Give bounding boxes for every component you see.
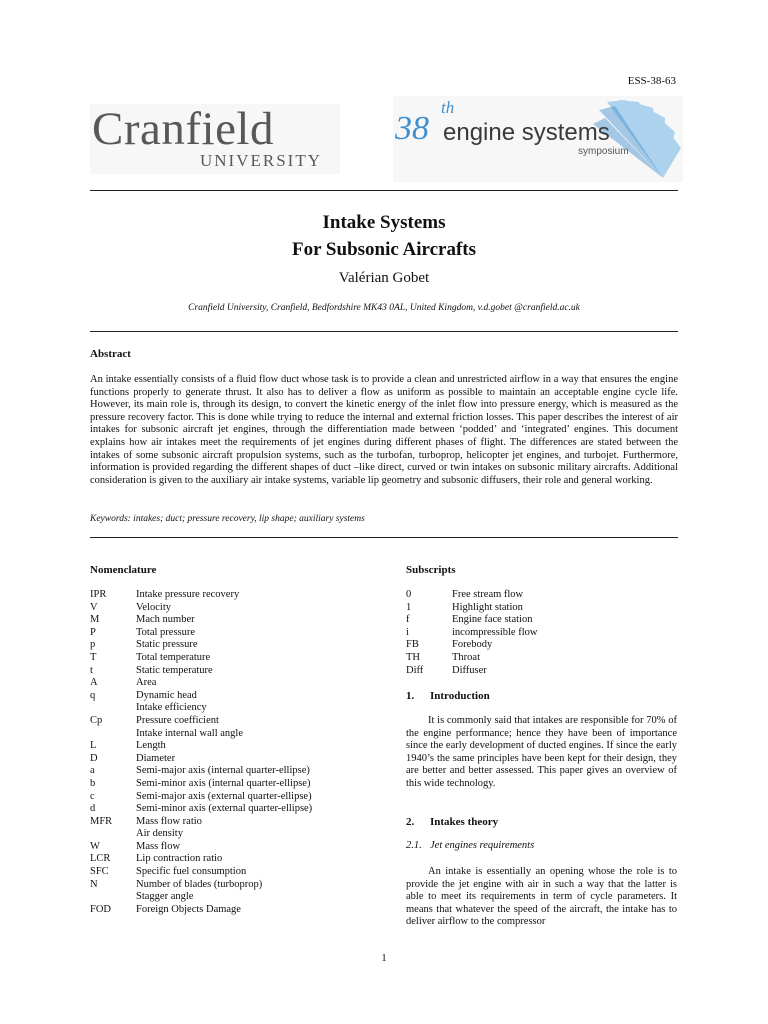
symbol xyxy=(90,728,136,741)
definition: Highlight station xyxy=(452,601,523,613)
definition: Static pressure xyxy=(136,639,198,651)
nomenclature-entry xyxy=(90,614,312,627)
keywords: Keywords: intakes; duct; pressure recovery, lip shape; auxiliary systems xyxy=(90,514,365,524)
symbol: T xyxy=(90,651,97,663)
definition: Intake efficiency xyxy=(136,702,207,714)
symbol: D xyxy=(90,752,98,764)
subscript-entry xyxy=(406,602,537,615)
cranfield-logo-text: Cranfield xyxy=(92,103,274,155)
subscript-entry xyxy=(406,627,537,640)
nomenclature-entry xyxy=(90,589,312,602)
symbol: a xyxy=(90,765,95,777)
nomenclature-entry xyxy=(90,803,312,816)
definition: Number of blades (turboprop) xyxy=(136,878,263,890)
symbol: P xyxy=(90,626,96,638)
definition: Velocity xyxy=(136,601,171,613)
subscripts-list xyxy=(406,589,537,677)
abstract-heading: Abstract xyxy=(90,348,131,360)
definition: Diffuser xyxy=(452,664,487,676)
paper-id: ESS-38-63 xyxy=(627,75,676,87)
subscript-entry xyxy=(406,589,537,602)
definition: Semi-major axis (external quarter-ellipse) xyxy=(136,790,312,802)
definition: Area xyxy=(136,677,157,689)
definition: Engine face station xyxy=(452,614,533,626)
paper-title-line-2: For Subsonic Aircrafts xyxy=(291,239,477,260)
nomenclature-entry xyxy=(90,639,312,652)
symbol xyxy=(90,702,136,715)
definition: Dynamic head xyxy=(136,689,197,701)
definition: Foreign Objects Damage xyxy=(136,903,241,915)
symbol: t xyxy=(90,664,93,676)
abstract-divider xyxy=(90,537,678,538)
definition: Mass flow ratio xyxy=(136,815,202,827)
symposium-subtitle: symposium xyxy=(578,146,629,157)
nomenclature-entry xyxy=(90,866,312,879)
nomenclature-entry xyxy=(90,816,312,829)
symbol: A xyxy=(90,677,98,689)
subsection-title: Jet engines requirements xyxy=(430,840,535,851)
section-number: 1. xyxy=(406,690,415,702)
definition: Semi-minor axis (external quarter-ellipse) xyxy=(136,803,313,815)
symbol: SFC xyxy=(90,866,109,878)
subsection-number: 2.1. xyxy=(406,840,422,851)
definition: Free stream flow xyxy=(452,589,524,600)
nomenclature-entry xyxy=(90,853,312,866)
nomenclature-entry xyxy=(90,665,312,678)
symbol: N xyxy=(90,878,98,890)
symbol: p xyxy=(90,639,96,651)
section-2-1-body: An intake is essentially an opening whose the role is to provide the jet engine with air in such a way that the latter is able to meet its requirements in term of cycle parameters. It means that whatever the speed of the aircraft, the intake has to deliver airflow to the compressor xyxy=(406,866,677,928)
engine-systems-symposium-logo xyxy=(393,96,683,182)
section-title: Intakes theory xyxy=(430,816,499,828)
subsection-2-1-heading xyxy=(406,840,534,851)
symbol: Cp xyxy=(90,714,103,726)
nomenclature-entry xyxy=(90,690,312,703)
symbol: W xyxy=(90,840,100,852)
subscripts-heading: Subscripts xyxy=(406,564,456,576)
nomenclature-entry xyxy=(90,765,312,778)
nomenclature-entry xyxy=(90,828,312,841)
definition: Total pressure xyxy=(136,626,196,638)
nomenclature-entry xyxy=(90,652,312,665)
symbol: f xyxy=(406,614,410,626)
symbol: TH xyxy=(406,651,420,663)
definition: Static temperature xyxy=(136,664,213,676)
nomenclature-entry xyxy=(90,791,312,804)
section-title: Introduction xyxy=(430,690,490,702)
symbol: Diff xyxy=(406,664,424,676)
nomenclature-entry xyxy=(90,627,312,640)
symbol: FOD xyxy=(90,903,112,915)
symbol: MFR xyxy=(90,815,113,827)
definition: Air density xyxy=(136,828,183,840)
symbol: FB xyxy=(406,639,419,651)
section-2-heading xyxy=(406,816,498,828)
definition: Total temperature xyxy=(136,651,211,663)
symbol: d xyxy=(90,803,96,815)
page-number: 1 xyxy=(381,952,387,964)
nomenclature-entry xyxy=(90,753,312,766)
definition: Mass flow xyxy=(136,840,181,852)
nomenclature-list xyxy=(90,589,312,916)
author-name: Valérian Gobet xyxy=(338,270,430,286)
definition: Mach number xyxy=(136,614,195,626)
definition: incompressible flow xyxy=(452,626,538,638)
symbol: i xyxy=(406,626,409,638)
section-1-body: It is commonly said that intakes are responsible for 70% of the engine performance; hence they have been of importance since the early development of ducted engines. If since the early 1940’s the same principles have been kept for their design, they are better and better assessed. This paper gives an overview of this wide technology. xyxy=(406,715,677,789)
nomenclature-heading: Nomenclature xyxy=(90,564,157,576)
nomenclature-entry xyxy=(90,677,312,690)
symbol: c xyxy=(90,790,95,802)
symbol: IPR xyxy=(90,589,107,600)
author-affiliation: Cranfield University, Cranfield, Bedfordshire MK43 0AL, United Kingdom, v.d.gobet @cranfield.ac.uk xyxy=(188,303,580,313)
definition: Semi-minor axis (internal quarter-ellipse) xyxy=(136,777,311,789)
definition: Throat xyxy=(452,651,480,663)
abstract-body: An intake essentially consists of a fluid flow duct whose task is to provide a clean and unrestricted airflow in a way that ensures the engine functions properly to generate thrust. It also has to deliver a flow as uniform as possible to maintain an acceptable engine cycle life. However, its main role is, through its design, to convert the kinetic energy of the inlet flow into pressure energy, which is measured as the pressure recovery factor. This is done while trying to reduce the internal and external friction losses. This paper describes the interest of air intakes for subsonic aircraft jet engines, through the differentiation made between ‘podded’ and ‘integrated’ engines. This document explains how air intakes meet the requirements of jet engines during different phases of flight. The differences are stated between the intakes of some subsonic aircraft propulsion systems, such as the turbofan, turboprop, helicopter jet engines, and turbojet. Furthermore, information is provided regarding the different shapes of duct –like direct, curved or twin intakes on subsonic military aircrafts. Additional consideration is given to the auxiliary air intake systems, variable lip geometry and subsonic diffusers, their role and general working. xyxy=(90,374,678,486)
definition: Stagger angle xyxy=(136,891,194,903)
symbol: 1 xyxy=(406,601,412,613)
definition: Specific fuel consumption xyxy=(136,866,247,878)
nomenclature-entry xyxy=(90,879,312,892)
symbol: V xyxy=(90,601,98,613)
subscript-entry xyxy=(406,665,537,678)
definition: Pressure coefficient xyxy=(136,714,219,726)
symbol: M xyxy=(90,614,100,626)
nomenclature-entry xyxy=(90,841,312,854)
university-logo-text: UNIVERSITY xyxy=(200,151,322,170)
subscript-entry xyxy=(406,614,537,627)
definition: Length xyxy=(136,740,166,752)
nomenclature-entry xyxy=(90,702,312,715)
definition: Semi-major axis (internal quarter-ellipse) xyxy=(136,765,310,777)
nomenclature-entry xyxy=(90,715,312,728)
cranfield-university-logo xyxy=(90,104,340,174)
symposium-number: 38 xyxy=(395,110,429,147)
symbol xyxy=(90,828,136,841)
symposium-title: engine systems xyxy=(443,119,610,146)
section-1-heading xyxy=(406,690,490,702)
symbol: L xyxy=(90,740,97,752)
nomenclature-entry xyxy=(90,740,312,753)
symposium-number-suffix: th xyxy=(441,98,455,117)
title-divider xyxy=(90,331,678,332)
nomenclature-entry xyxy=(90,778,312,791)
definition: Intake pressure recovery xyxy=(136,589,240,600)
nomenclature-entry xyxy=(90,891,312,904)
symbol: q xyxy=(90,689,96,701)
definition: Diameter xyxy=(136,752,176,764)
symbol: b xyxy=(90,777,96,789)
definition: Lip contraction ratio xyxy=(136,853,223,865)
section-number: 2. xyxy=(406,816,415,828)
nomenclature-entry xyxy=(90,904,312,917)
paper-title-line-1: Intake Systems xyxy=(322,212,446,233)
definition: Intake internal wall angle xyxy=(136,727,243,739)
symbol xyxy=(90,891,136,904)
header-divider xyxy=(90,190,678,191)
subscript-entry xyxy=(406,639,537,652)
nomenclature-entry xyxy=(90,728,312,741)
definition: Forebody xyxy=(452,639,493,651)
symbol: 0 xyxy=(406,589,412,600)
symbol: LCR xyxy=(90,853,111,865)
subscript-entry xyxy=(406,652,537,665)
nomenclature-entry xyxy=(90,602,312,615)
